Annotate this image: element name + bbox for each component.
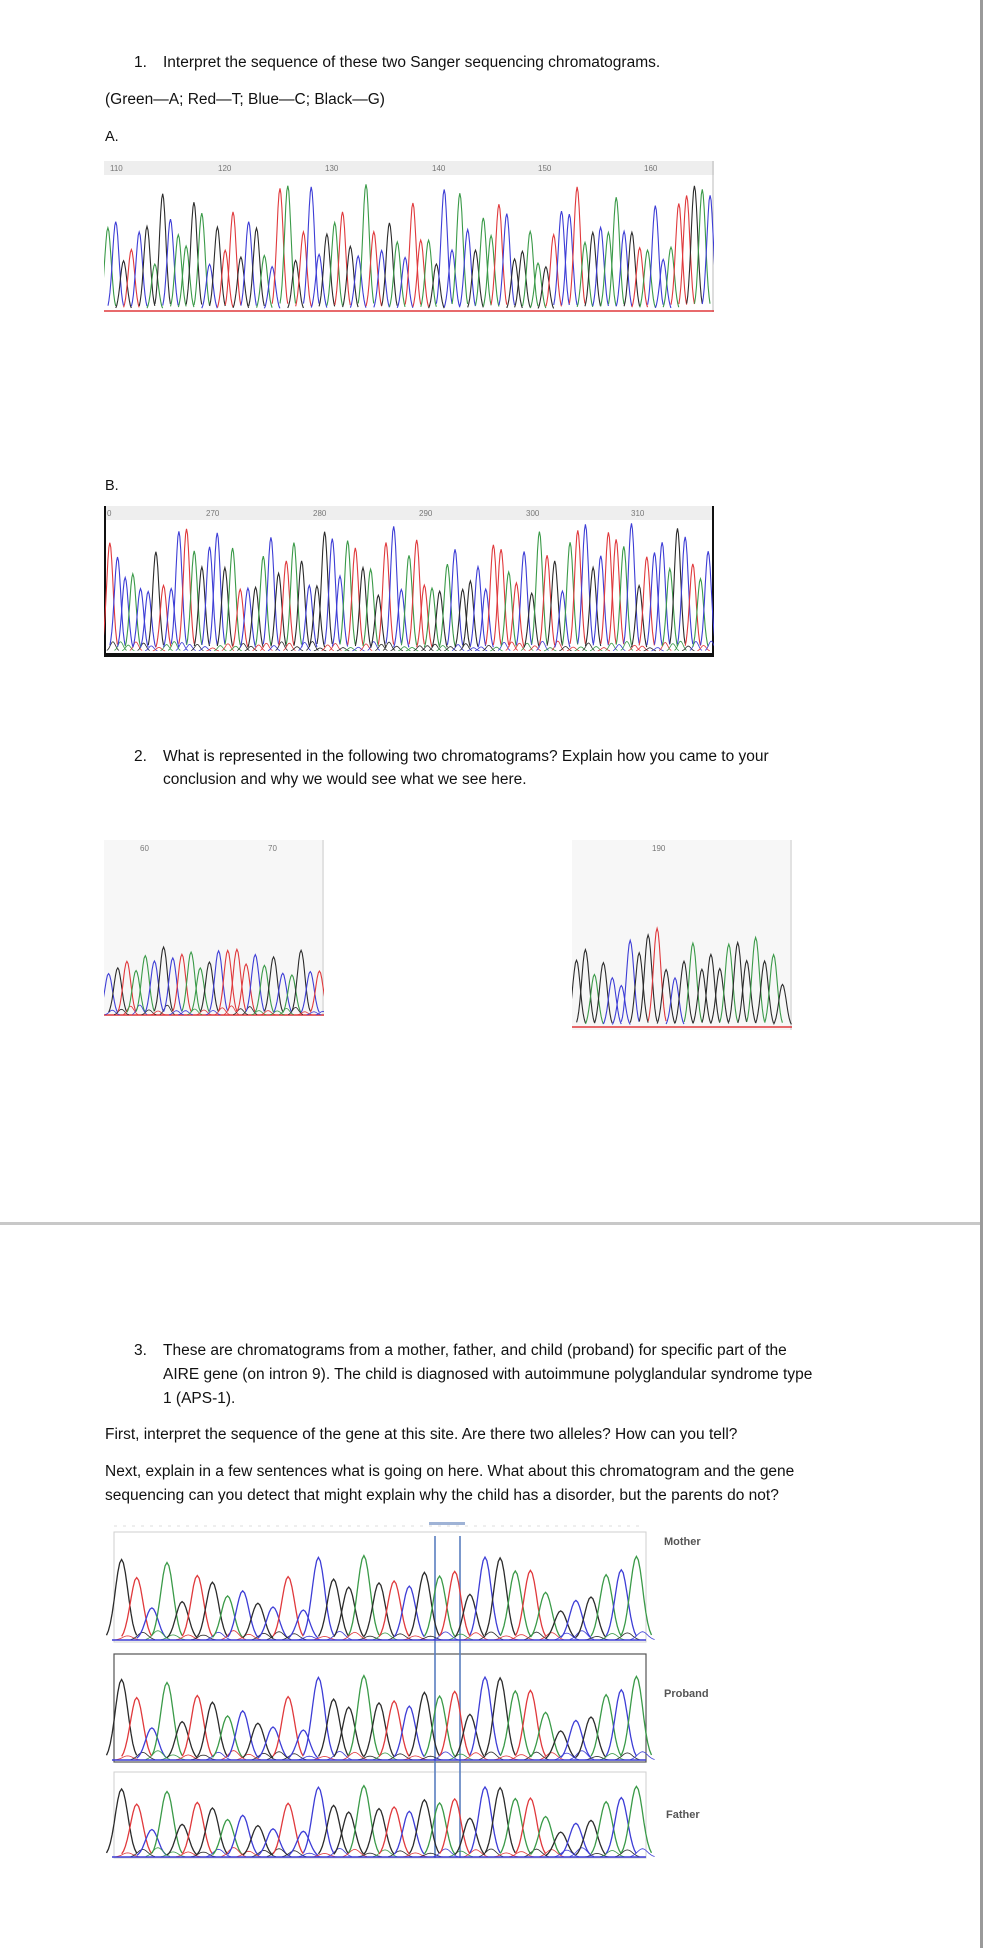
tick-label: 270 (206, 509, 220, 518)
chromatogram-b-label: B. (105, 478, 119, 494)
proband-label: Proband (664, 1688, 709, 1700)
tick-label: 70 (268, 844, 277, 853)
question-3-number: 3. (134, 1342, 147, 1359)
question-3-text-line-1: These are chromatograms from a mother, father, and child (proband) for specific part of the (163, 1342, 787, 1359)
father-label: Father (666, 1809, 700, 1821)
question-3-paragraph-1: First, interpret the sequence of the gene at this site. Are there two alleles? How can you tell? (105, 1426, 738, 1443)
question-2-text-line-2: conclusion and why we would see what we see here. (163, 771, 527, 788)
question-3-text-line-3: 1 (APS-1). (163, 1390, 236, 1407)
question-1-text: Interpret the sequence of these two Sanger sequencing chromatograms. (163, 54, 661, 71)
chromatogram-a-header-band (104, 161, 714, 175)
tick-label: 130 (325, 164, 339, 173)
question-2-text-line-1: What is represented in the following two chromatograms? Explain how you came to your (163, 748, 769, 765)
question-3-paragraph-2-line-2: sequencing can you detect that might explain why the child has a disorder, but the parents do not? (105, 1487, 779, 1504)
tick-label: 150 (538, 164, 552, 173)
tick-label: 310 (631, 509, 645, 518)
tick-label: 190 (652, 844, 666, 853)
tick-label: 160 (644, 164, 658, 173)
question-3-paragraph-2-line-1: Next, explain in a few sentences what is going on here. What about this chromatogram and the gene (105, 1463, 795, 1480)
chromatogram-b (104, 506, 714, 657)
page-break (0, 1222, 980, 1225)
family-top-marker (429, 1522, 465, 1525)
chromatogram-b-header-band (104, 506, 714, 520)
chromatogram-d (572, 840, 792, 1030)
chromatogram-a (104, 161, 714, 312)
family-chromatograms (104, 1520, 744, 1865)
base-color-legend: (Green—A; Red—T; Blue—C; Black—G) (105, 91, 385, 108)
tick-label: 300 (526, 509, 540, 518)
chromatogram-c (104, 840, 324, 1016)
tick-label: 110 (110, 164, 123, 173)
tick-label: 140 (432, 164, 446, 173)
chromatogram-a-label: A. (105, 129, 119, 145)
tick-label: 290 (419, 509, 433, 518)
question-1-number: 1. (134, 54, 147, 71)
tick-label: 0 (107, 509, 112, 518)
question-3-text-line-2: AIRE gene (on intron 9). The child is diagnosed with autoimmune polyglandular syndrome type (163, 1366, 813, 1383)
tick-label: 60 (140, 844, 149, 853)
chromatogram-d-ticks (652, 844, 666, 853)
tick-label: 120 (218, 164, 232, 173)
question-2-number: 2. (134, 748, 147, 765)
tick-label: 280 (313, 509, 327, 518)
mother-label: Mother (664, 1536, 701, 1548)
